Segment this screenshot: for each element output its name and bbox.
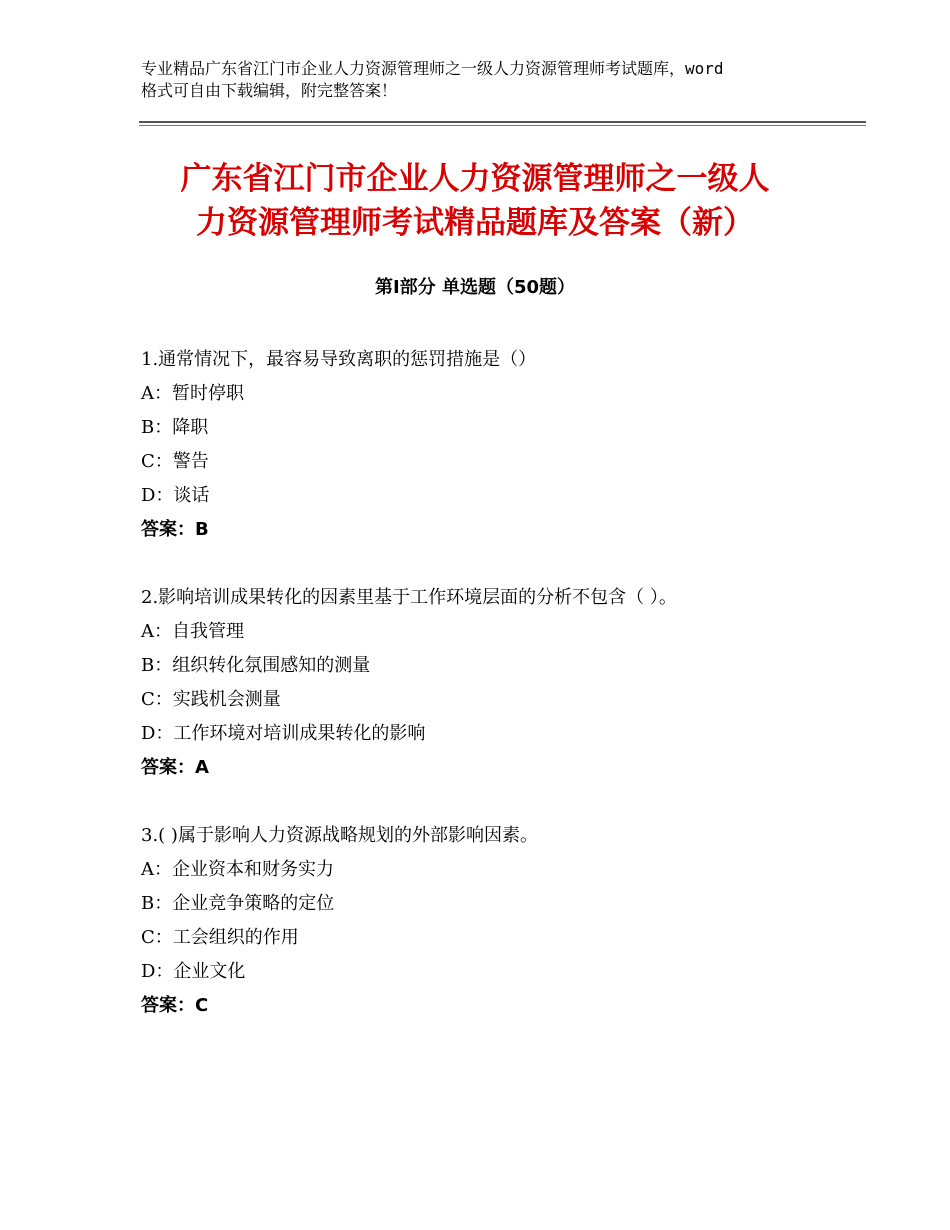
option-b: B：降职 (141, 417, 209, 438)
option-c: C：工会组织的作用 (141, 927, 299, 948)
section-heading: 第Ⅰ部分 单选题（50题） (374, 277, 575, 298)
question-1 (141, 343, 861, 547)
question-list (141, 343, 861, 1057)
header-divider-thick (139, 121, 866, 123)
header-note (141, 58, 841, 102)
document-title (100, 157, 850, 245)
option-d: D：谈话 (141, 485, 210, 506)
answer-line: 答案：C (141, 995, 209, 1016)
option-d: D：工作环境对培训成果转化的影响 (141, 723, 426, 744)
document-title-line-1: 广东省江门市企业人力资源管理师之一级人 (180, 161, 770, 197)
option-b: B：企业竞争策略的定位 (141, 893, 335, 914)
question-stem: 1.通常情况下，最容易导致离职的惩罚措施是（） (141, 349, 537, 370)
document-title-line-2: 力资源管理师考试精品题库及答案（新） (196, 205, 754, 241)
question-stem: 3.( )属于影响人力资源战略规划的外部影响因素。 (141, 825, 538, 846)
option-a: A：暂时停职 (141, 383, 244, 404)
option-d: D：企业文化 (141, 961, 246, 982)
header-divider-thin (139, 125, 866, 126)
option-c: C：警告 (141, 451, 209, 472)
question-3 (141, 819, 861, 1023)
answer-line: 答案：A (141, 757, 209, 778)
option-a: A：企业资本和财务实力 (141, 859, 334, 880)
question-2 (141, 581, 861, 785)
header-note-line-2: 格式可自由下载编辑，附完整答案！ (141, 81, 398, 100)
question-stem: 2.影响培训成果转化的因素里基于工作环境层面的分析不包含（ ）。 (141, 587, 677, 608)
option-c: C：实践机会测量 (141, 689, 281, 710)
option-b: B：组织转化氛围感知的测量 (141, 655, 371, 676)
option-a: A：自我管理 (141, 621, 244, 642)
answer-line: 答案：B (141, 519, 209, 540)
header-note-line-1: 专业精品广东省江门市企业人力资源管理师之一级人力资源管理师考试题库，word (141, 59, 724, 78)
